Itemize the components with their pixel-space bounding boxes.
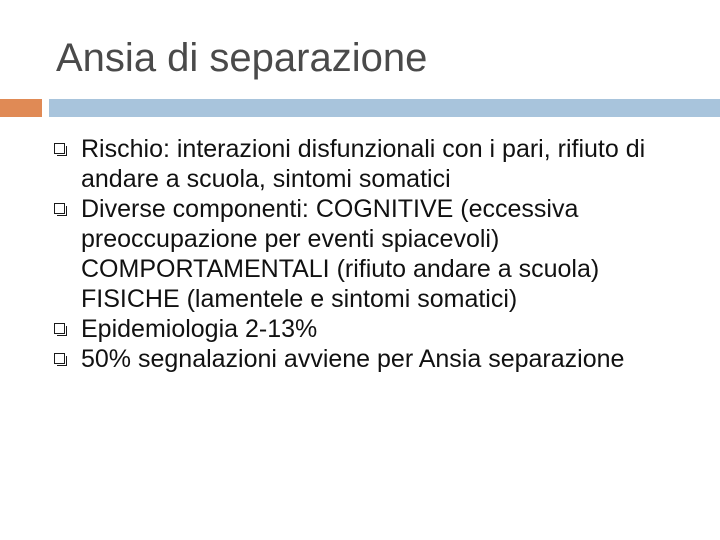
bullet-text: Epidemiologia 2-13% xyxy=(81,315,318,343)
square-outline-bullet-icon xyxy=(54,353,65,364)
bullet-text: Rischio: interazioni disfunzionali con i pari, rifiuto di andare a scuola, sintomi somatici xyxy=(81,135,646,193)
bullet-item xyxy=(54,314,694,344)
slide-title: Ansia di separazione xyxy=(56,36,428,80)
bullet-list xyxy=(54,134,694,374)
bullet-item xyxy=(54,344,694,374)
bullet-text: 50% segnalazioni avviene per Ansia separazione xyxy=(81,345,625,373)
square-outline-bullet-icon xyxy=(54,323,65,334)
square-outline-bullet-icon xyxy=(54,203,65,214)
title-accent-bar xyxy=(0,99,42,117)
title-rule-bar xyxy=(49,99,720,117)
square-outline-bullet-icon xyxy=(54,143,65,154)
bullet-item xyxy=(54,134,694,194)
bullet-item xyxy=(54,194,694,314)
bullet-text: Diverse componenti: COGNITIVE (eccessiva preoccupazione per eventi spiacevoli) COMPORTAMENTALI (rifiuto andare a scuola) FISICHE (lamentele e sintomi somatici) xyxy=(81,195,600,313)
